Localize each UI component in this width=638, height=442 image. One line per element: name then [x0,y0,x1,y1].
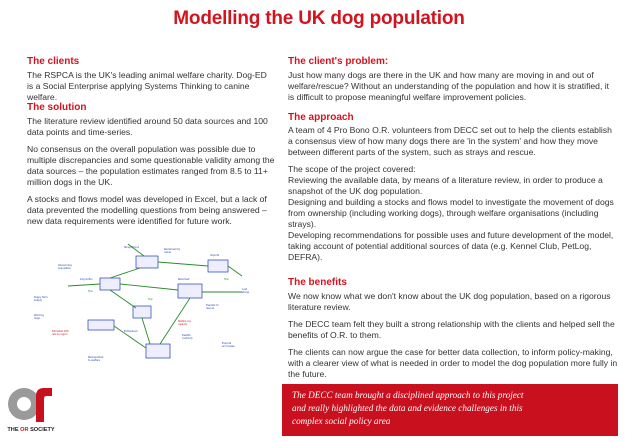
svg-text:Dog births: Dog births [80,278,93,281]
svg-text:flow: flow [148,298,153,301]
svg-text:Exports: Exports [222,342,232,345]
svg-text:dogs: dogs [34,317,40,320]
solution-paragraph-2: No consensus on the overall population was possible due to multiple discrepancies and some questionable validity among the data sources – the population estimates ranged from 8.5 to 11+ million dogs in the UK. [27,144,275,187]
approach-section [288,125,618,263]
approach-heading: The approach [288,112,354,123]
svg-text:Rehomed: Rehomed [178,278,190,281]
stock-box-owned [100,278,120,290]
stocks-flows-diagram [28,236,270,372]
svg-text:acquisition: acquisition [58,267,71,270]
stock-box-strays [136,256,158,268]
svg-text:Welfare org.: Welfare org. [178,320,192,323]
solution-paragraph-3: A stocks and flows model was developed in Excel, but a lack of data prevented the modelling questions from being answered – new data requirements were identified for future work. [27,194,267,226]
approach-paragraph-2: The scope of the project covered: [288,164,416,174]
svg-text:(natural): (natural) [182,337,193,340]
svg-text:Relinquished: Relinquished [88,356,104,359]
page-title: Modelling the UK dog population [173,8,465,29]
or-logo-mark [6,382,56,426]
quote-line-2: and really highlighted the data and evidence challenges in this [292,403,523,413]
solution-heading: The solution [27,102,87,113]
approach-paragraph-3: Reviewing the available data, by means of a literature review, in order to produce a snapshot of the UK dog population. [288,175,603,196]
clients-heading: The clients [27,56,80,67]
stock-box-working [88,320,114,330]
svg-text:and losses: and losses [222,345,235,348]
svg-text:Euthanised: Euthanised [124,330,138,333]
svg-text:rescue: rescue [206,307,214,310]
svg-text:supply: supply [34,299,42,302]
svg-text:Imports: Imports [210,254,220,257]
benefits-paragraph-1: We now know what we don't know about the UK dog population, based on a rigorous literature review. [288,291,611,312]
problem-text: Just how many dogs are there in the UK and how many are moving in and out of welfare/rescue? Without an understanding of the population and how it is stratified, it is difficult to propose meaningful welfare improvement policies. [288,70,610,102]
svg-text:strays: strays [242,291,250,294]
svg-text:rate by region: rate by region [52,333,68,336]
svg-text:Owned dog: Owned dog [58,264,72,267]
stock-box-deaths [146,344,170,358]
svg-text:Transfer to: Transfer to [206,304,219,307]
svg-text:capacity: capacity [178,323,188,326]
benefits-heading: The benefits [288,277,347,288]
svg-text:owner: owner [164,251,172,254]
approach-paragraph-4: Designing and building a stocks and flows model to investigate the movement of dogs from ownership (including working dogs), through welfare organisations (including strays). [288,197,614,229]
svg-text:Strays found: Strays found [124,246,140,249]
benefits-section [288,291,618,380]
benefits-paragraph-3: The clients can now argue the case for better data collection, to inform policy-making, with a clearer view of what is needed in order to model the dog population more fully in the future. [288,347,618,379]
svg-text:to welfare: to welfare [88,359,100,362]
problem-heading: The client's problem: [288,56,389,67]
logo-wordmark: THE OR SOCIETY [7,427,55,433]
svg-text:Lost: Lost [242,288,247,291]
solution-section [27,116,275,227]
svg-text:Puppy farm: Puppy farm [34,296,48,299]
quote-box [282,384,618,436]
quote-line-3: complex social policy area [292,416,391,426]
quote-line-1: The DECC team brought a disciplined approach to this project [292,390,524,400]
approach-paragraph-1: A team of 4 Pro Bono O.R. volunteers from DECC set out to help the clients establish a consensus view of how many dogs there are 'in the system' and how they move between different parts of the system, such as strays and rescue. [288,125,612,157]
svg-text:Working: Working [34,314,44,317]
stock-box-rescue [178,284,202,298]
approach-paragraph-5: Developing recommendations for possible uses and future development of the model, taking account of potential additional sources of data (e.g. Kennel Club, PetLog, DEFRA). [288,230,614,262]
solution-paragraph-1: The literature review identified around 50 data sources and 100 data points and time-series. [27,116,268,137]
svg-text:flow: flow [88,290,93,293]
benefits-paragraph-2: The DECC team felt they built a strong relationship with the clients and helped sell the benefits of O.R. to them. [288,319,615,340]
clients-text: The RSPCA is the UK's leading animal welfare charity. Dog-ED is a Social Enterprise applying Systems Thinking to canine welfare. [27,70,267,102]
svg-text:Estimated birth: Estimated birth [52,330,69,333]
stock-box-imports [208,260,228,272]
svg-text:Deaths: Deaths [182,334,191,337]
svg-text:flow: flow [224,278,229,281]
svg-text:Reclaimed by: Reclaimed by [164,248,181,251]
or-society-logo [6,382,56,440]
